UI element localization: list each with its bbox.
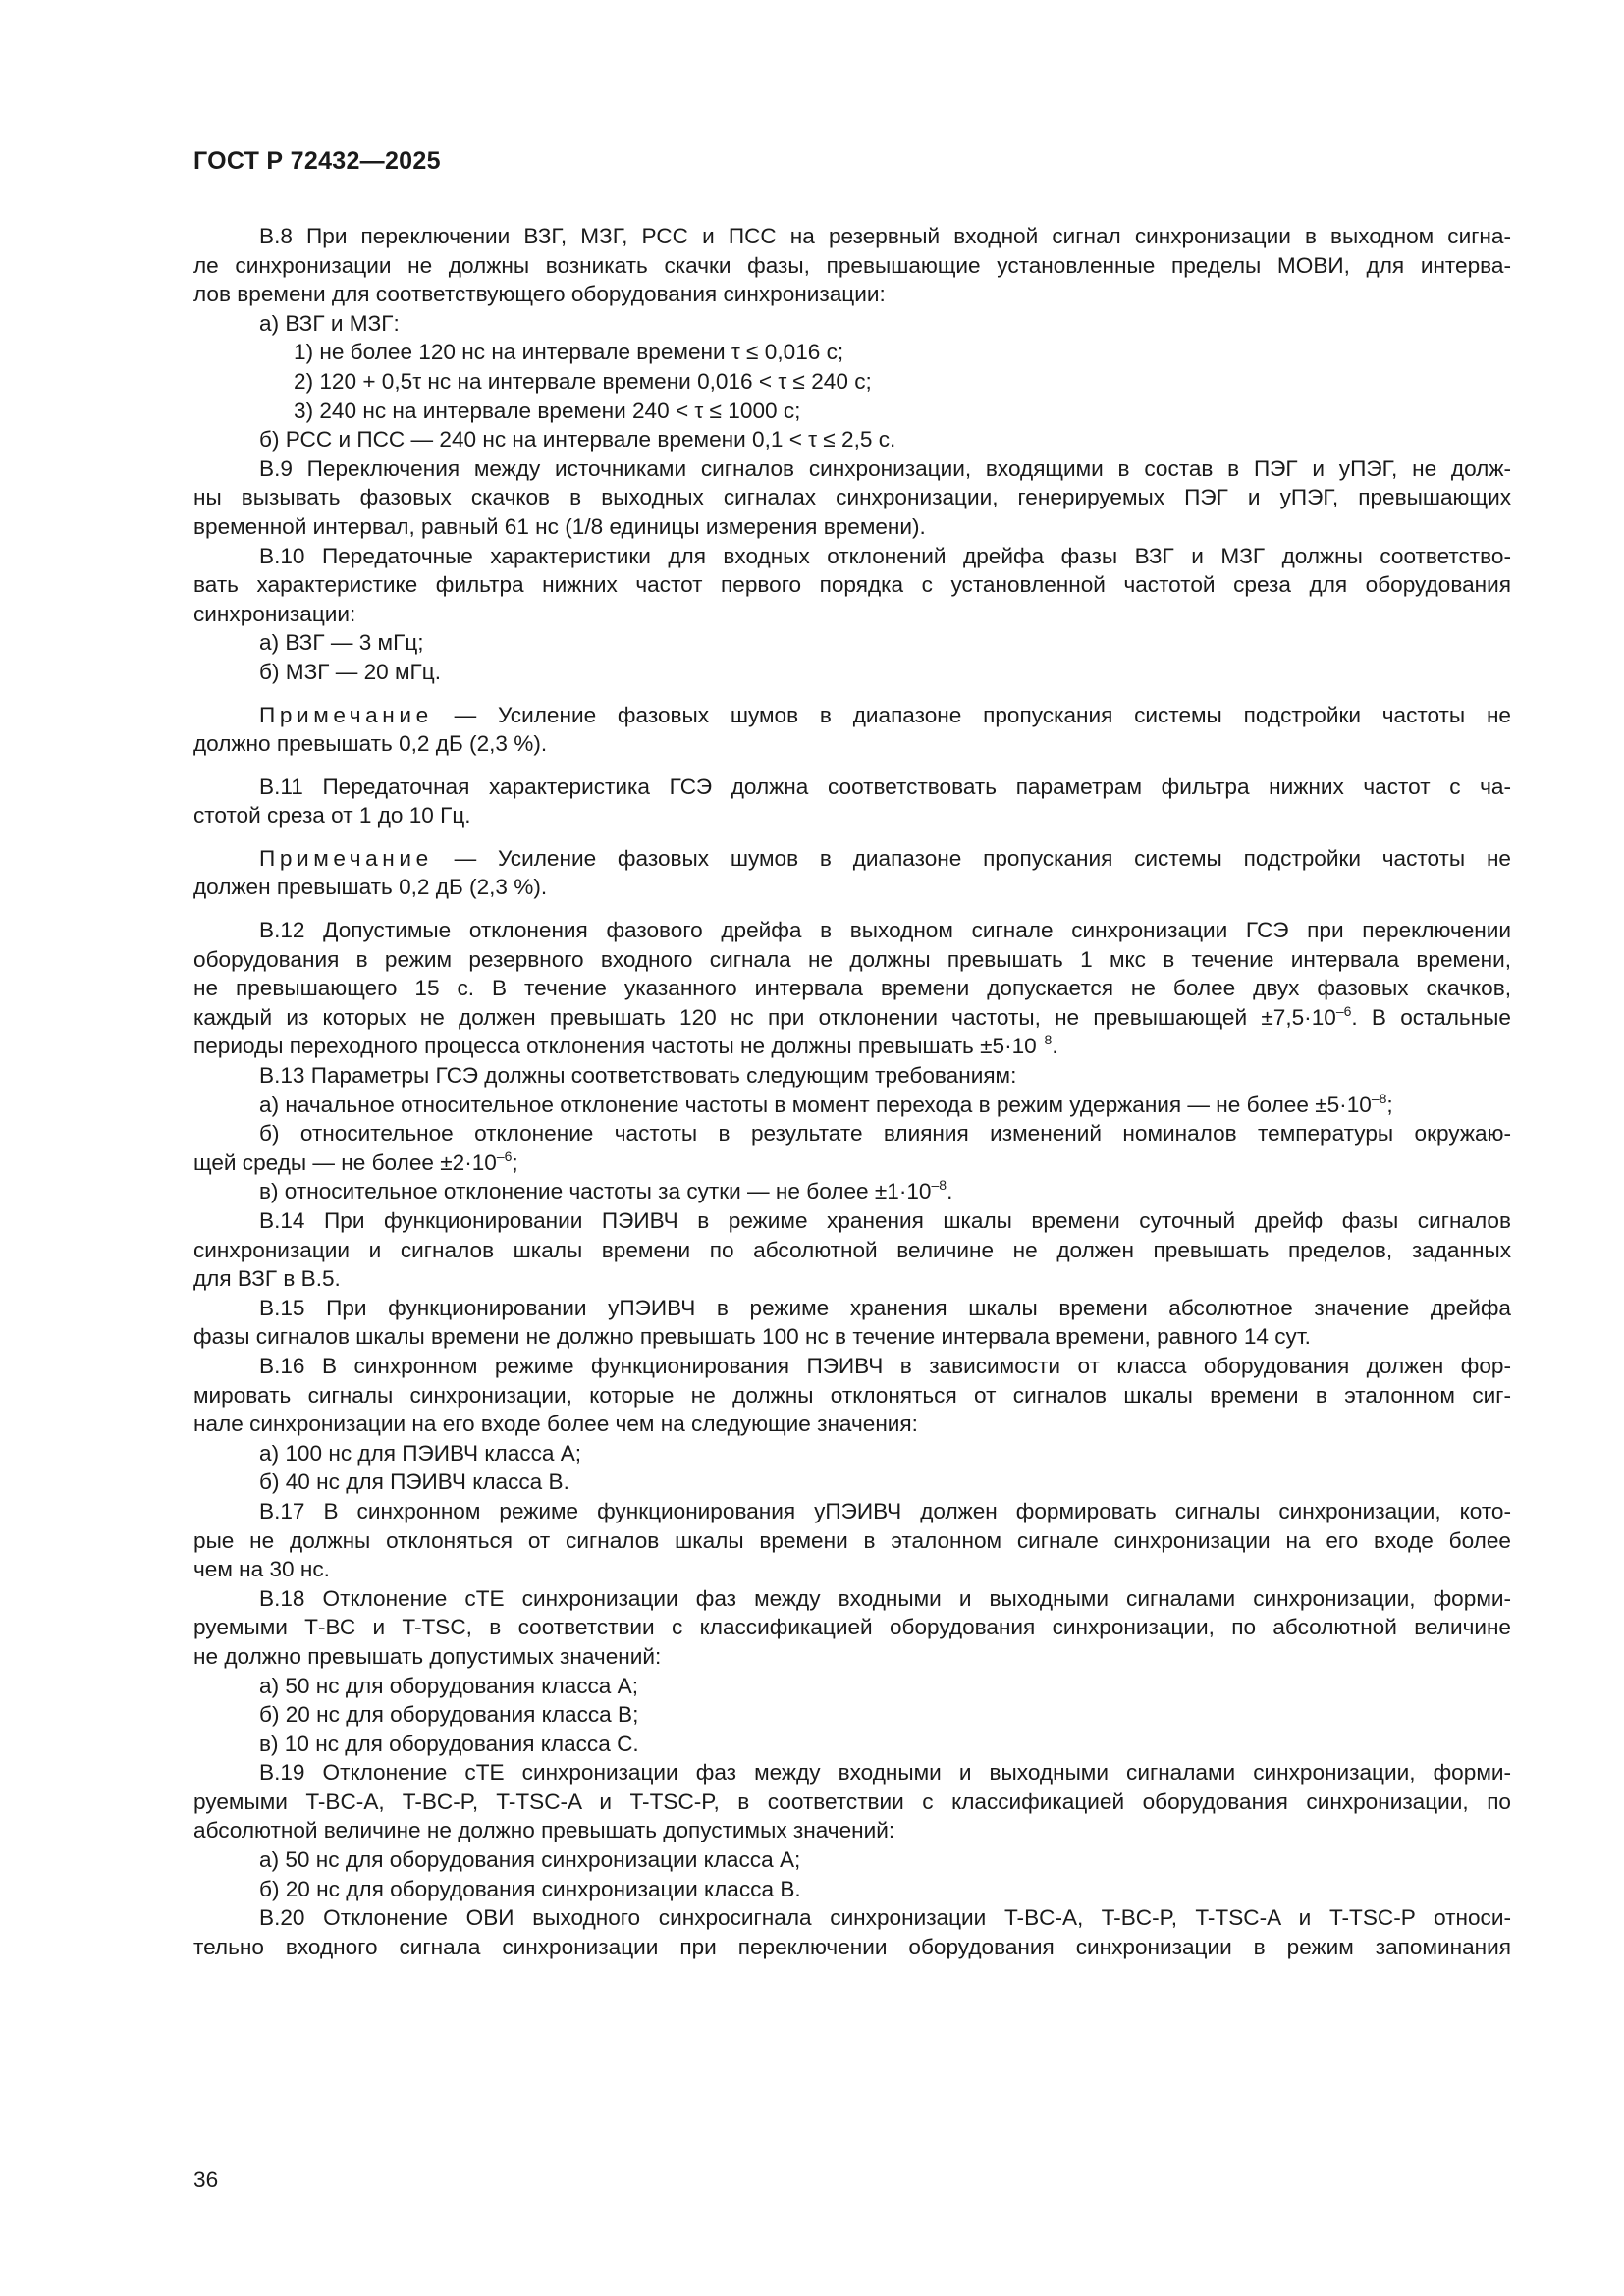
note <box>193 701 1511 730</box>
note-label: Примечание <box>259 702 433 727</box>
paragraph-line: В.16 В синхронном режиме функционирования ПЭИВЧ в зависимости от класса оборудования должен фор- <box>259 1353 1511 1378</box>
paragraph-line: нале синхронизации на его входе более чем на следующие значения: <box>193 1412 918 1437</box>
list-item: 1) не более 120 нс на интервале времени τ ≤ 0,016 с; <box>294 340 844 365</box>
list-item: а) ВЗГ и МЗГ: <box>259 310 400 336</box>
paragraph-line: чем на 30 нс. <box>193 1557 330 1582</box>
paragraph-line: руемыми T-BC-A, T-BC-P, T-TSC-A и T-TSC-P, в соответствии с классификацией оборудования синхронизации, по <box>193 1789 1511 1814</box>
paragraph-line: не должно превышать допустимых значений: <box>193 1643 662 1669</box>
list-item: а) 50 нс для оборудования синхронизации класса А; <box>259 1847 801 1873</box>
note-line: должно превышать 0,2 дБ (2,3 %). <box>193 731 548 757</box>
paragraph-line: В.15 При функционировании уПЭИВЧ в режиме хранения шкалы времени абсолютное значение дрейфа <box>259 1295 1511 1320</box>
paragraph-line: В.14 При функционировании ПЭИВЧ в режиме хранения шкалы времени суточный дрейф фазы сигналов <box>259 1208 1511 1233</box>
note <box>193 844 1511 874</box>
note-line: должен превышать 0,2 дБ (2,3 %). <box>193 875 548 900</box>
list-item: б) МЗГ — 20 мГц. <box>259 659 441 684</box>
paragraph-line: синхронизации и сигналов шкалы времени по абсолютной величине не должен превышать пределов, заданных <box>193 1237 1511 1262</box>
list-item: б) 20 нс для оборудования синхронизации класса В. <box>259 1876 801 1901</box>
paragraph-line: временной интервал, равный 61 нс (1/8 единицы измерения времени). <box>193 513 926 539</box>
list-item: щей среды — не более $\pm 2\cdot 10^{-6}$; <box>193 1148 518 1175</box>
list-item: а) начальное относительное отклонение частоты в момент перехода в режим удержания — не более $\pm 5\cdot 10^{-8}$; <box>259 1090 1393 1117</box>
paragraph-line: рые не должны отклоняться от сигналов шкалы времени в эталонном сигнале синхронизации на его входе более <box>193 1527 1511 1553</box>
note-text: — Усиление фазовых шумов в диапазоне пропускания системы подстройки частоты не <box>454 845 1511 871</box>
paragraph-line: В.19 Отклонение cTE синхронизации фаз между входными и выходными сигналами синхронизации, форми- <box>259 1760 1511 1786</box>
list-item: а) ВЗГ — 3 мГц; <box>259 630 424 656</box>
paragraph-line: синхронизации: <box>193 601 356 626</box>
list-item: а) 100 нс для ПЭИВЧ класса А; <box>259 1440 582 1466</box>
paragraph-line: не превышающего 15 с. В течение указанного интервала времени допускается не более двух фазовых скачков, <box>193 976 1511 1001</box>
document-body <box>193 222 1511 1961</box>
list-item: б) 20 нс для оборудования класса В; <box>259 1702 639 1728</box>
paragraph-line: каждый из которых не должен превышать 120 нс при отклонении частоты, не превышающей $\pm 7,5\cdot 10^{-6}$. В остальные <box>193 1002 1511 1030</box>
paragraph-line: тельно входного сигнала синхронизации при переключении оборудования синхронизации в режим запоминания <box>193 1934 1511 1959</box>
paragraph-line: В.13 Параметры ГСЭ должны соответствовать следующим требованиям: <box>259 1063 1017 1089</box>
paragraph-line: абсолютной величине не должно превышать допустимых значений: <box>193 1818 895 1843</box>
list-item: в) относительное отклонение частоты за сутки — не более $\pm 1\cdot 10^{-8}$. <box>259 1177 953 1204</box>
paragraph-line: мировать сигналы синхронизации, которые не должны отклоняться от сигналов шкалы времени в эталонном сиг- <box>193 1382 1511 1408</box>
paragraph-line: для ВЗГ в В.5. <box>193 1266 341 1292</box>
list-item: б) РСС и ПСС — 240 нс на интервале времени 0,1 < τ ≤ 2,5 с. <box>259 427 896 453</box>
paragraph-line: вать характеристике фильтра нижних частот первого порядка с установленной частотой среза для оборудования <box>193 572 1511 598</box>
list-item: б) 40 нс для ПЭИВЧ класса В. <box>259 1469 569 1495</box>
paragraph-line: фазы сигналов шкалы времени не должно превышать 100 нс в течение интервала времени, равного 14 сут. <box>193 1324 1311 1350</box>
paragraph-line: лов времени для соответствующего оборудования синхронизации: <box>193 282 886 307</box>
paragraph-line: В.8 При переключении ВЗГ, МЗГ, РСС и ПСС на резервный входной сигнал синхронизации в выходном сигна- <box>259 224 1511 248</box>
list-item: 2) 120 + 0,5τ нс на интервале времени 0,016 < τ ≤ 240 с; <box>294 368 872 394</box>
paragraph-line: стотой среза от 1 до 10 Гц. <box>193 803 471 828</box>
list-item: а) 50 нс для оборудования класса А; <box>259 1673 638 1698</box>
document-header: ГОСТ Р 72432—2025 <box>193 147 441 175</box>
list-item: 3) 240 нс на интервале времени 240 < τ ≤ 1000 с; <box>294 398 801 423</box>
list-item: в) 10 нс для оборудования класса С. <box>259 1731 639 1756</box>
page-number: 36 <box>193 2167 219 2192</box>
paragraph-line: оборудования в режим резервного входного сигнала не должны превышать 1 мкс в течение интервала времени, <box>193 946 1511 972</box>
paragraph-line: В.11 Передаточная характеристика ГСЭ должна соответствовать параметрам фильтра нижних частот с ча- <box>259 774 1511 799</box>
paragraph-line: В.10 Передаточные характеристики для входных отклонений дрейфа фазы ВЗГ и МЗГ должны соответство- <box>259 543 1511 568</box>
note-label: Примечание <box>259 845 433 871</box>
paragraph-line: В.9 Переключения между источниками сигналов синхронизации, входящими в состав в ПЭГ и уПЭГ, не долж- <box>259 455 1511 481</box>
paragraph-line: периоды переходного процесса отклонения частоты не должны превышать $\pm 5\cdot 10^{-8}$. <box>193 1032 1058 1059</box>
paragraph-line: ны вызывать фазовых скачков в выходных сигналах синхронизации, генерируемых ПЭГ и уПЭГ, превышающих <box>193 485 1511 510</box>
paragraph-line: В.12 Допустимые отклонения фазового дрейфа в выходном сигнале синхронизации ГСЭ при переключении <box>259 918 1511 943</box>
note-text: — Усиление фазовых шумов в диапазоне пропускания системы подстройки частоты не <box>454 702 1511 727</box>
paragraph-line: В.17 В синхронном режиме функционирования уПЭИВЧ должен формировать сигналы синхронизации, кото- <box>259 1498 1511 1523</box>
paragraph-line: руемыми Т-ВС и T-TSC, в соответствии с классификацией оборудования синхронизации, по абсолютной величине <box>193 1615 1511 1640</box>
paragraph-line: ле синхронизации не должны возникать скачки фазы, превышающие установленные пределы МОВИ, для интерва- <box>193 252 1511 278</box>
list-item: б) относительное отклонение частоты в результате влияния изменений номиналов температуры окружаю- <box>259 1121 1511 1147</box>
paragraph-line: В.20 Отклонение ОВИ выходного синхросигнала синхронизации T-BC-A, T-BC-P, T-TSC-A и T-TSC-P относи- <box>259 1905 1511 1931</box>
paragraph-line: В.18 Отклонение cTE синхронизации фаз между входными и выходными сигналами синхронизации, форми- <box>259 1585 1511 1611</box>
